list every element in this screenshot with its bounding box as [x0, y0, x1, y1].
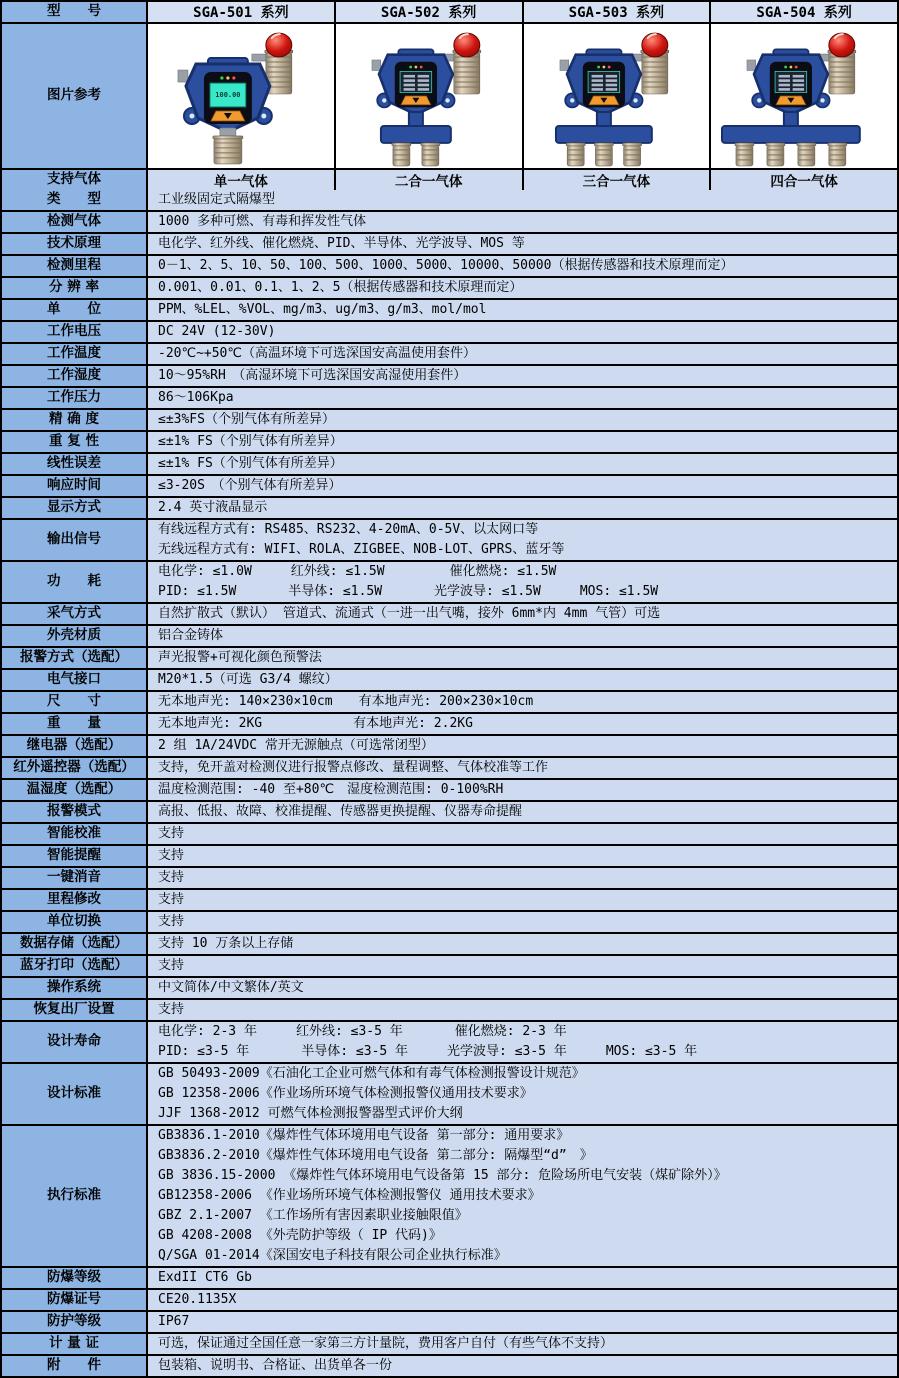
spec-value-cell [148, 366, 897, 386]
spec-value-line: 无线远程方式有: WIFI、ROLA、ZIGBEE、NOB-LOT、GPRS、蓝牙等 [158, 542, 565, 557]
spec-value-line: 支持 10 万条以上存储 [158, 936, 294, 951]
spec-value-line: 高报、低报、故障、校准提醒、传感器更换提醒、仪器寿命提醒 [158, 804, 523, 819]
spec-value-line: PID: ≤3-5 年 半导体: ≤3-5 年 光学波导: ≤3-5 年 MOS: ≤3-5 年 [158, 1044, 698, 1059]
spec-row [2, 1266, 897, 1288]
spec-row [2, 778, 897, 800]
spec-label: 报警方式（选配） [2, 648, 148, 668]
spec-row [2, 646, 897, 668]
spec-value-line: 电化学: ≤1.0W 红外线: ≤1.5W 催化燃烧: ≤1.5W [158, 564, 557, 579]
spec-value-line: 支持，免开盖对检测仪进行报警点修改、量程调整、气体校准等工作 [158, 760, 549, 775]
spec-value-cell [148, 758, 897, 778]
spec-row [2, 998, 897, 1020]
spec-value-line: IP67 [158, 1314, 190, 1329]
spec-row [2, 298, 897, 320]
spec-value-cell [148, 520, 897, 560]
spec-label: 检测气体 [2, 212, 148, 232]
product-image-sga-501 [148, 24, 334, 168]
product-image-sga-503 [522, 24, 710, 168]
spec-row [2, 888, 897, 910]
spec-row [2, 364, 897, 386]
spec-value-line: 电化学、红外线、催化燃烧、PID、半导体、光学波导、MOS 等 [158, 236, 525, 251]
spec-value-line: GB 3836.15-2000 《爆炸性气体环境用电气设备第 15 部分: 危险场所电气安装（煤矿除外）》 [158, 1168, 727, 1183]
spec-value-line: JJF 1368-2012 可燃气体检测报警器型式评价大纲 [158, 1106, 463, 1121]
spec-rows-container [2, 190, 897, 1376]
spec-label: 执行标准 [2, 1126, 148, 1266]
spec-value-line: ≤±3%FS（个别气体有所差异） [158, 412, 335, 427]
spec-label: 工作温度 [2, 344, 148, 364]
spec-row [2, 712, 897, 734]
spec-value-line: 支持 [158, 892, 185, 907]
spec-value-line: 包装箱、说明书、合格证、出货单各一份 [158, 1358, 393, 1373]
spec-row [2, 474, 897, 496]
spec-label: 报警模式 [2, 802, 148, 822]
spec-value-line: 1000 多种可燃、有毒和挥发性气体 [158, 214, 367, 229]
spec-value-cell [148, 410, 897, 430]
gas-type-2in1: 二合一气体 [334, 170, 522, 190]
spec-label: 设计标准 [2, 1064, 148, 1124]
spec-label: 技术原理 [2, 234, 148, 254]
spec-row [2, 1124, 897, 1266]
spec-value-line: ≤3-20S （个别气体有所差异） [158, 478, 342, 493]
spec-value-cell [148, 846, 897, 866]
spec-row [2, 320, 897, 342]
spec-label: 单位切换 [2, 912, 148, 932]
spec-value-cell [148, 912, 897, 932]
spec-value-cell [148, 476, 897, 496]
spec-label: 智能提醒 [2, 846, 148, 866]
spec-row [2, 408, 897, 430]
spec-row [2, 668, 897, 690]
spec-label: 温湿度（选配） [2, 780, 148, 800]
spec-row [2, 1020, 897, 1062]
spec-row [2, 518, 897, 560]
spec-value-cell [148, 432, 897, 452]
spec-label: 尺 寸 [2, 692, 148, 712]
spec-row [2, 844, 897, 866]
spec-value-line: 0－1、2、5、10、50、100、500、1000、5000、10000、50000（根据传感器和技术原理而定） [158, 258, 734, 273]
model-header-row [2, 2, 897, 22]
spec-value-cell [148, 212, 897, 232]
spec-label: 单 位 [2, 300, 148, 320]
spec-value-cell [148, 956, 897, 976]
spec-value-line: 支持 [158, 870, 185, 885]
product-image-sga-504 [709, 24, 897, 168]
spec-label: 防护等级 [2, 1312, 148, 1332]
spec-label: 工作湿度 [2, 366, 148, 386]
spec-label: 功 耗 [2, 562, 148, 602]
spec-row [2, 342, 897, 364]
spec-value-cell [148, 300, 897, 320]
spec-value-line: 无本地声光: 2KG 有本地声光: 2.2KG [158, 716, 473, 731]
spec-label: 重 复 性 [2, 432, 148, 452]
spec-row [2, 954, 897, 976]
spec-value-line: ExdII CT6 Gb [158, 1270, 252, 1285]
spec-value-line: ≤±1% FS（个别气体有所差异） [158, 456, 343, 471]
spec-value-cell [148, 868, 897, 888]
spec-row [2, 624, 897, 646]
spec-value-line: 无本地声光: 140×230×10cm 有本地声光: 200×230×10cm [158, 694, 534, 709]
gas-type-single: 单一气体 [148, 170, 334, 190]
spec-value-cell [148, 934, 897, 954]
gas-type-3in1: 三合一气体 [522, 170, 710, 190]
spec-label: 工作电压 [2, 322, 148, 342]
spec-label: 线性误差 [2, 454, 148, 474]
spec-row [2, 1288, 897, 1310]
spec-value-cell [148, 670, 897, 690]
spec-row [2, 866, 897, 888]
spec-row [2, 932, 897, 954]
gas-row-label: 支持气体 [2, 170, 148, 190]
spec-value-line: 声光报警+可视化颜色预警法 [158, 650, 322, 665]
spec-row [2, 430, 897, 452]
spec-label: 继电器（选配） [2, 736, 148, 756]
spec-value-cell [148, 190, 897, 210]
spec-value-line: GB12358-2006 《作业场所环境气体检测报警仪 通用技术要求》 [158, 1188, 541, 1203]
spec-value-line: 支持 [158, 1002, 185, 1017]
spec-label: 防爆证号 [2, 1290, 148, 1310]
model-name-sga-502: SGA-502 系列 [334, 2, 522, 22]
spec-row [2, 276, 897, 298]
spec-value-line: 可选，保证通过全国任意一家第三方计量院，费用客户自付（有些气体不支持） [158, 1336, 614, 1351]
spec-row [2, 232, 897, 254]
spec-row [2, 1332, 897, 1354]
spec-value-cell [148, 1064, 897, 1124]
spec-value-cell [148, 498, 897, 518]
spec-label: 工作压力 [2, 388, 148, 408]
spec-row [2, 822, 897, 844]
spec-value-cell [148, 604, 897, 624]
spec-value-cell [148, 890, 897, 910]
spec-value-cell [148, 1268, 897, 1288]
spec-label: 恢复出厂设置 [2, 1000, 148, 1020]
spec-value-line: 0.001、0.01、0.1、1、2、5（根据传感器和技术原理而定） [158, 280, 523, 295]
spec-value-cell [148, 692, 897, 712]
product-image-row [2, 22, 897, 168]
gas-type-4in1: 四合一气体 [709, 170, 897, 190]
product-image-sga-502 [334, 24, 522, 168]
spec-value-line: GB 12358-2006《作业场所环境气体检测报警仪通用技术要求》 [158, 1086, 533, 1101]
spec-value-line: 自然扩散式（默认） 管道式、流通式（一进一出气嘴，接外 6mm*内 4mm 气管）可选 [158, 606, 661, 621]
spec-label: 重 量 [2, 714, 148, 734]
spec-label: 里程修改 [2, 890, 148, 910]
spec-row [2, 560, 897, 602]
model-name-sga-501: SGA-501 系列 [148, 2, 334, 22]
spec-value-line: GB3836.2-2010《爆炸性气体环境用电气设备 第二部分: 隔爆型“d” 》 [158, 1148, 593, 1163]
spec-value-line: 支持 [158, 958, 185, 973]
spec-row [2, 910, 897, 932]
spec-row [2, 976, 897, 998]
spec-value-line: 支持 [158, 826, 185, 841]
spec-value-line: 中文简体/中文繁体/英文 [158, 980, 304, 995]
spec-value-cell [148, 1356, 897, 1376]
image-row-label: 图片参考 [2, 24, 148, 168]
spec-label: 分 辨 率 [2, 278, 148, 298]
spec-row [2, 190, 897, 210]
spec-value-line: PPM、%LEL、%VOL、mg/m3、ug/m3、g/m3、mol/mol [158, 302, 487, 317]
spec-row [2, 496, 897, 518]
spec-value-line: Q/SGA 01-2014《深国安电子科技有限公司企业执行标准》 [158, 1248, 507, 1263]
spec-label: 采气方式 [2, 604, 148, 624]
spec-value-cell [148, 1126, 897, 1266]
spec-label: 智能校准 [2, 824, 148, 844]
spec-label: 显示方式 [2, 498, 148, 518]
spec-label: 响应时间 [2, 476, 148, 496]
spec-value-line: 工业级固定式隔爆型 [158, 192, 276, 207]
spec-value-cell [148, 344, 897, 364]
spec-value-cell [148, 978, 897, 998]
spec-label: 防爆等级 [2, 1268, 148, 1288]
spec-row [2, 210, 897, 232]
spec-value-cell [148, 1334, 897, 1354]
spec-label: 附 件 [2, 1356, 148, 1376]
model-name-sga-503: SGA-503 系列 [522, 2, 710, 22]
spec-value-cell [148, 648, 897, 668]
spec-label: 类 型 [2, 190, 148, 210]
spec-value-line: GB 4208-2008 《外壳防护等级（ IP 代码)》 [158, 1228, 442, 1243]
spec-row [2, 1310, 897, 1332]
spec-value-line: GB3836.1-2010《爆炸性气体环境用电气设备 第一部分: 通用要求》 [158, 1128, 570, 1143]
spec-value-line: 支持 [158, 848, 185, 863]
model-name-sga-504: SGA-504 系列 [709, 2, 897, 22]
spec-label: 检测里程 [2, 256, 148, 276]
spec-label: 一键消音 [2, 868, 148, 888]
spec-label: 红外遥控器（选配） [2, 758, 148, 778]
spec-value-cell [148, 278, 897, 298]
spec-value-line: 2 组 1A/24VDC 常开无源触点（可选常闭型） [158, 738, 434, 753]
spec-value-line: CE20.1135X [158, 1292, 237, 1307]
spec-row [2, 734, 897, 756]
spec-value-cell [148, 1312, 897, 1332]
svg-text:100.00: 100.00 [215, 90, 241, 99]
spec-row [2, 386, 897, 408]
spec-value-line: 86～106Kpa [158, 390, 234, 405]
spec-value-cell [148, 322, 897, 342]
spec-value-cell [148, 256, 897, 276]
spec-label: 操作系统 [2, 978, 148, 998]
spec-row [2, 452, 897, 474]
spec-row [2, 690, 897, 712]
spec-value-line: DC 24V (12-30V) [158, 324, 276, 339]
spec-value-cell [148, 454, 897, 474]
spec-row [2, 602, 897, 624]
spec-value-cell [148, 234, 897, 254]
spec-value-cell [148, 388, 897, 408]
spec-label: 电气接口 [2, 670, 148, 690]
spec-label: 外壳材质 [2, 626, 148, 646]
spec-row [2, 254, 897, 276]
spec-value-line: 铝合金铸体 [158, 628, 224, 643]
spec-value-cell [148, 1022, 897, 1062]
spec-value-line: GB 50493-2009《石油化工企业可燃气体和有毒气体检测报警设计规范》 [158, 1066, 585, 1081]
spec-value-line: 支持 [158, 914, 185, 929]
spec-row [2, 756, 897, 778]
spec-value-line: -20℃~+50℃（高温环境下可选深国安高温使用套件） [158, 346, 476, 361]
spec-label: 数据存储（选配） [2, 934, 148, 954]
spec-value-line: 有线远程方式有: RS485、RS232、4-20mA、0-5V、以太网口等 [158, 522, 539, 537]
spec-label: 设计寿命 [2, 1022, 148, 1062]
spec-row [2, 1354, 897, 1376]
spec-value-cell [148, 780, 897, 800]
spec-value-cell [148, 562, 897, 602]
spec-value-line: 2.4 英寸液晶显示 [158, 500, 268, 515]
spec-value-line: GBZ 2.1-2007 《工作场所有害因素职业接触限值》 [158, 1208, 468, 1223]
spec-label: 蓝牙打印（选配） [2, 956, 148, 976]
spec-label: 计 量 证 [2, 1334, 148, 1354]
spec-value-line: 10～95%RH （高湿环境下可选深国安高湿使用套件） [158, 368, 467, 383]
spec-value-cell [148, 626, 897, 646]
spec-value-cell [148, 714, 897, 734]
spec-value-cell [148, 802, 897, 822]
spec-value-line: 电化学: 2-3 年 红外线: ≤3-5 年 催化燃烧: 2-3 年 [158, 1024, 567, 1039]
spec-row [2, 800, 897, 822]
spec-value-line: ≤±1% FS（个别气体有所差异） [158, 434, 343, 449]
supported-gas-row [2, 168, 897, 190]
spec-value-cell [148, 824, 897, 844]
spec-row [2, 1062, 897, 1124]
spec-value-line: M20*1.5（可选 G3/4 螺纹） [158, 672, 338, 687]
spec-label: 输出信号 [2, 520, 148, 560]
spec-value-cell [148, 1290, 897, 1310]
spec-value-cell [148, 736, 897, 756]
spec-value-cell [148, 1000, 897, 1020]
spec-label: 精 确 度 [2, 410, 148, 430]
spec-value-line: 温度检测范围: -40 至+80℃ 湿度检测范围: 0-100%RH [158, 782, 504, 797]
spec-value-line: PID: ≤1.5W 半导体: ≤1.5W 光学波导: ≤1.5W MOS: ≤1.5W [158, 584, 659, 599]
model-row-label: 型 号 [2, 2, 148, 22]
